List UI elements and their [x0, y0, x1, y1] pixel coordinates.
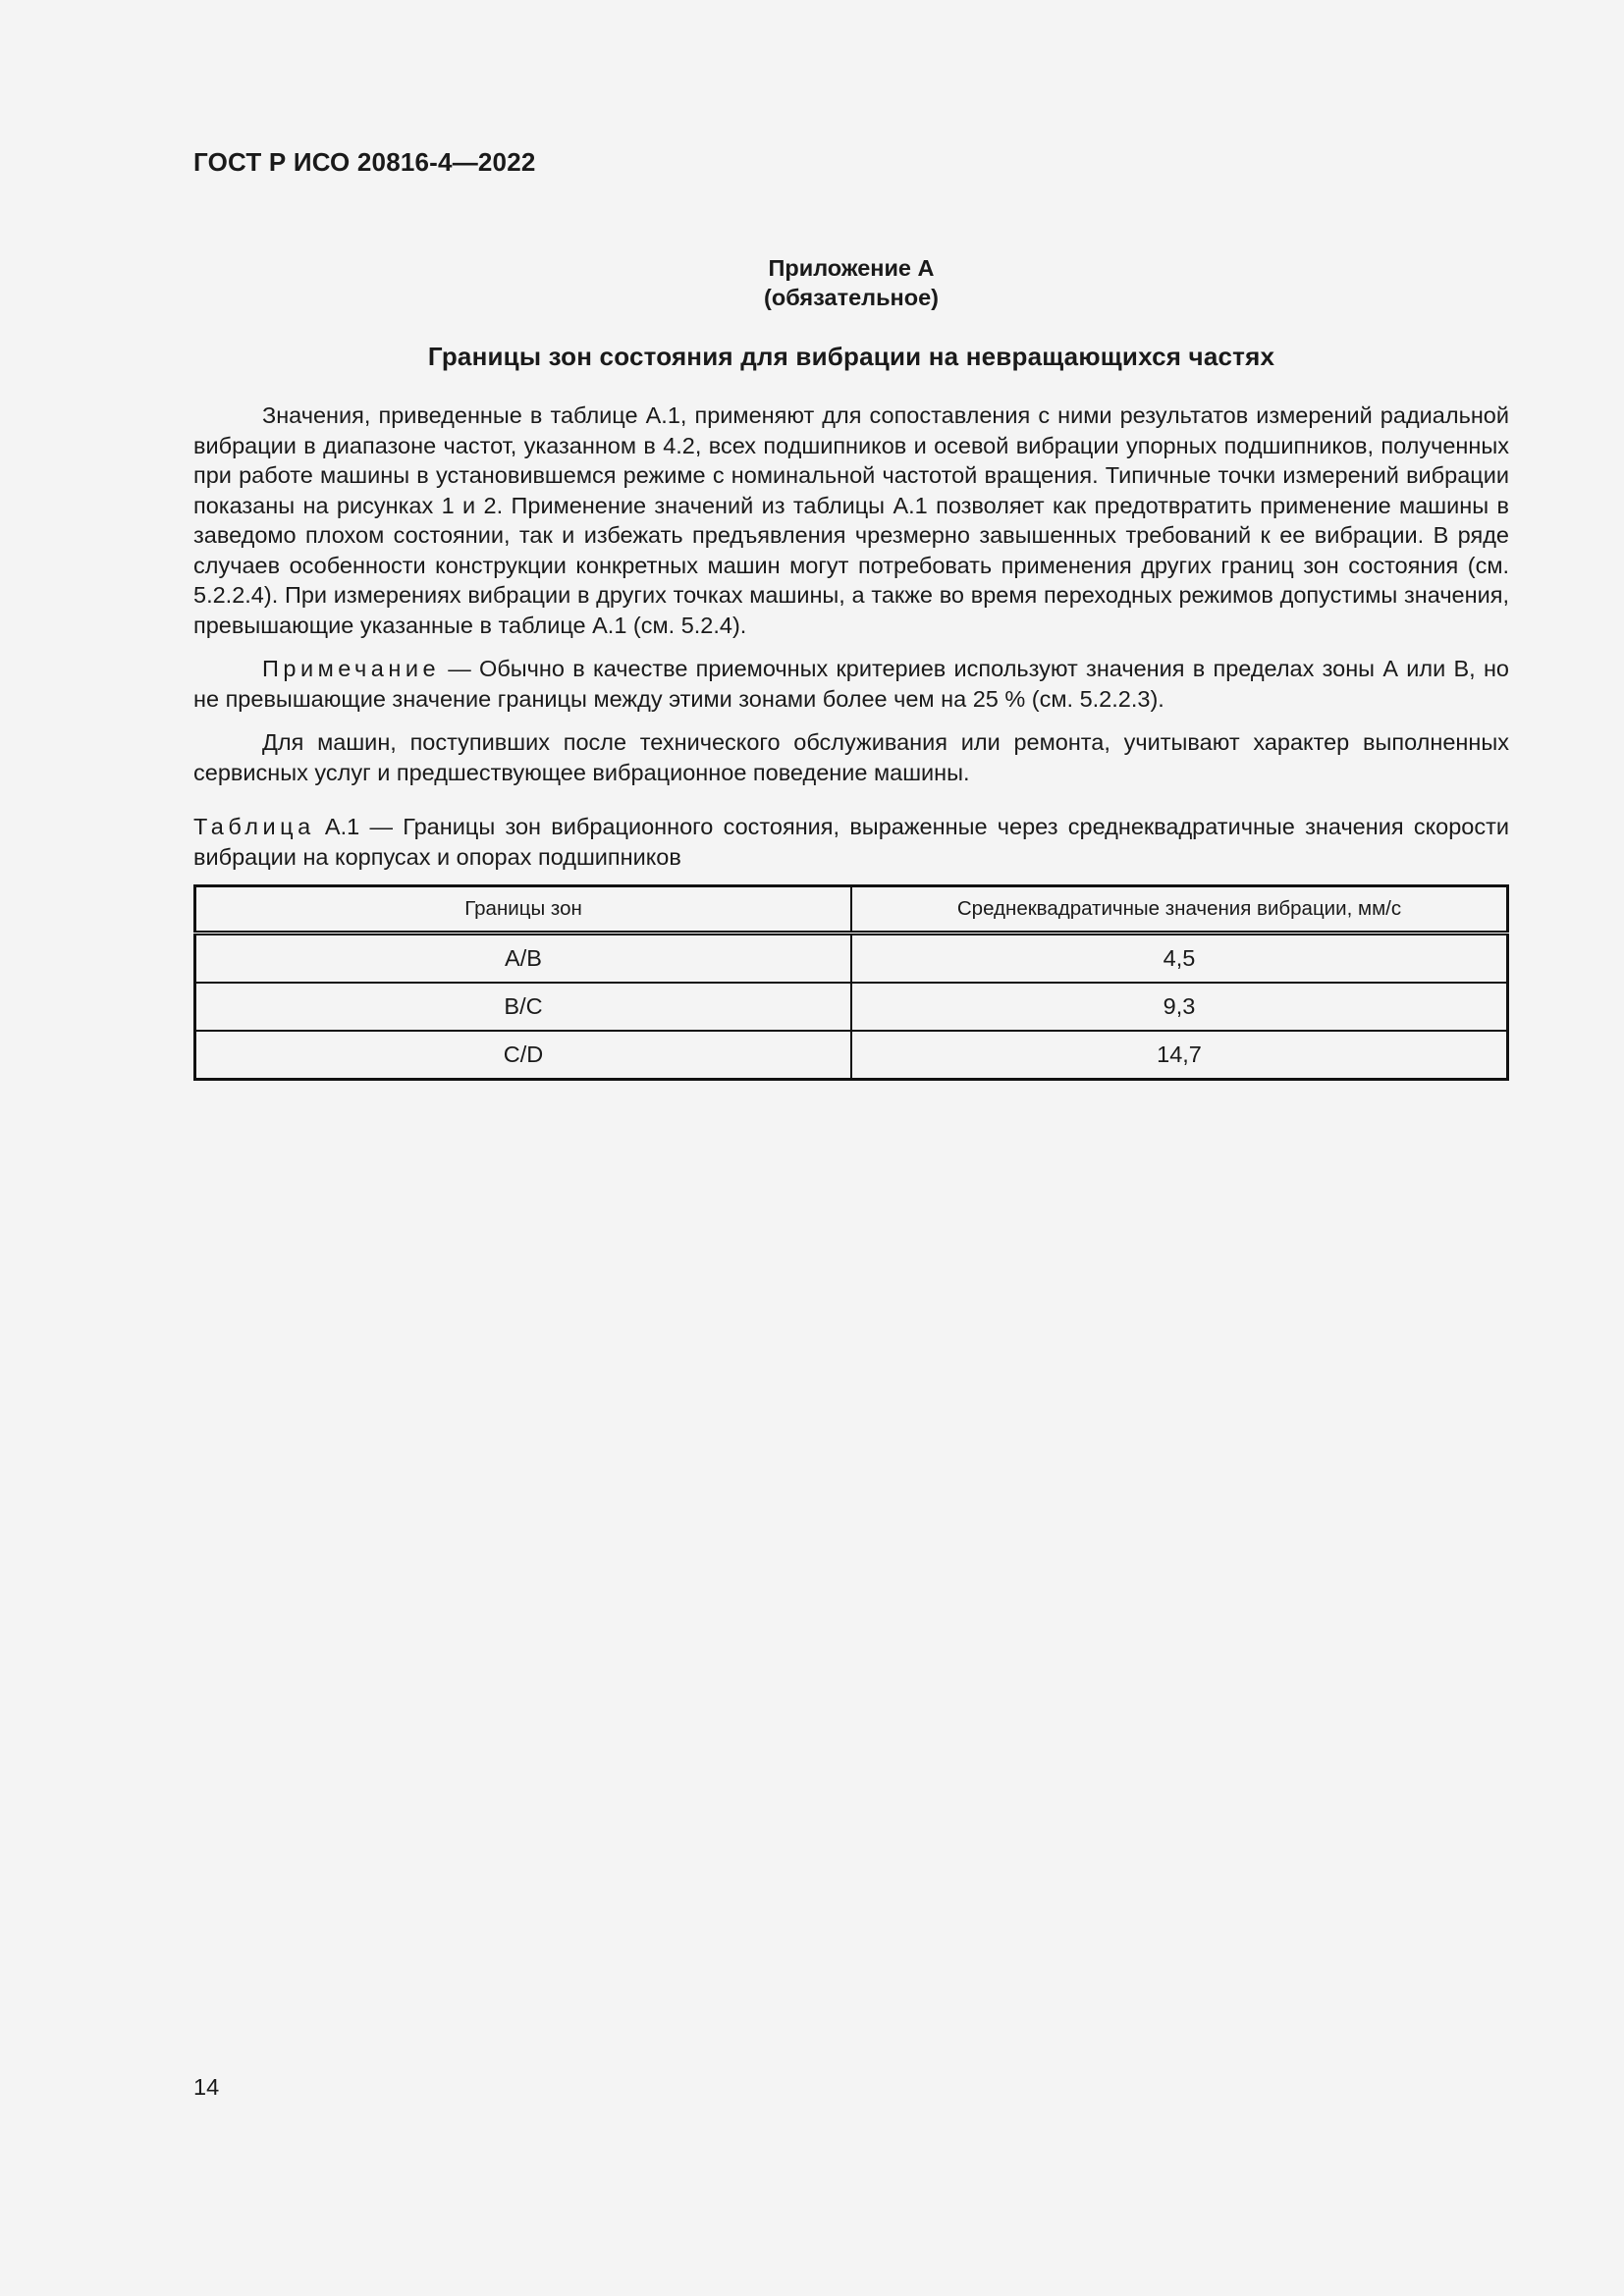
document-page [193, 147, 1509, 1081]
note-label: Примечание [262, 656, 441, 681]
rms-value-cell: 14,7 [851, 1031, 1508, 1080]
table-caption-text: А.1 — Границы зон вибрационного состояния, выраженные через среднеквадратичные значения скорости вибрации на корпусах и опорах подшипников [193, 814, 1509, 870]
annex-label: Приложение А [768, 255, 935, 281]
page-number: 14 [193, 2074, 220, 2100]
standard-header: ГОСТ Р ИСО 20816-4—2022 [193, 147, 536, 177]
zone-boundary-cell: С/D [195, 1031, 852, 1080]
note-text: — Обычно в качестве приемочных критериев используют значения в пределах зоны А или В, но не превышающие значение границы между этими зонами более чем на 25 % (см. 5.2.2.3). [193, 656, 1509, 712]
paragraph-3: Для машин, поступивших после технического обслуживания или ремонта, учитывают характер выполненных сервисных услуг и предшествующее вибрационное поведение машины. [193, 729, 1509, 785]
note-paragraph [193, 654, 1509, 714]
annex-title: Границы зон состояния для вибрации на невращающихся частях [427, 342, 1275, 371]
annex-status: (обязательное) [764, 285, 939, 310]
table-label: Таблица [193, 814, 315, 839]
table-row [195, 1031, 1508, 1080]
zones-table [193, 884, 1509, 1081]
rms-value-cell: 4,5 [851, 934, 1508, 984]
paragraph-1: Значения, приведенные в таблице А.1, применяют для сопоставления с ними результатов измерений радиальной вибрации в диапазоне частот, указанном в 4.2, всех подшипников и осевой вибрации упорных подшипников, полученных при работе машины в установившемся режиме с номинальной частотой вращения. Типичные точки измерений вибрации показаны на рисунках 1 и 2. Применение значений из таблицы А.1 позволяет как предотвратить применение машины в заведомо плохом состоянии, так и избежать предъявления чрезмерно завышенных требований к ее вибрации. В ряде случаев особенности конструкции конкретных машин могут потребовать применения других границ зон состояния (см. 5.2.2.4). При измерениях вибрации в других точках машины, а также во время переходных режимов допустимы значения, превышающие указанные в таблице А.1 (см. 5.2.4). [193, 402, 1509, 638]
annex-heading [193, 253, 1509, 312]
table-caption [193, 812, 1509, 872]
header-rms-values: Среднеквадратичные значения вибрации, мм/с [851, 886, 1508, 934]
zone-boundary-cell: А/В [195, 934, 852, 984]
header-zone-boundaries: Границы зон [195, 886, 852, 934]
rms-value-cell: 9,3 [851, 983, 1508, 1031]
table-row [195, 983, 1508, 1031]
zone-boundary-cell: В/С [195, 983, 852, 1031]
table-header-row [195, 886, 1508, 934]
table-row [195, 934, 1508, 984]
